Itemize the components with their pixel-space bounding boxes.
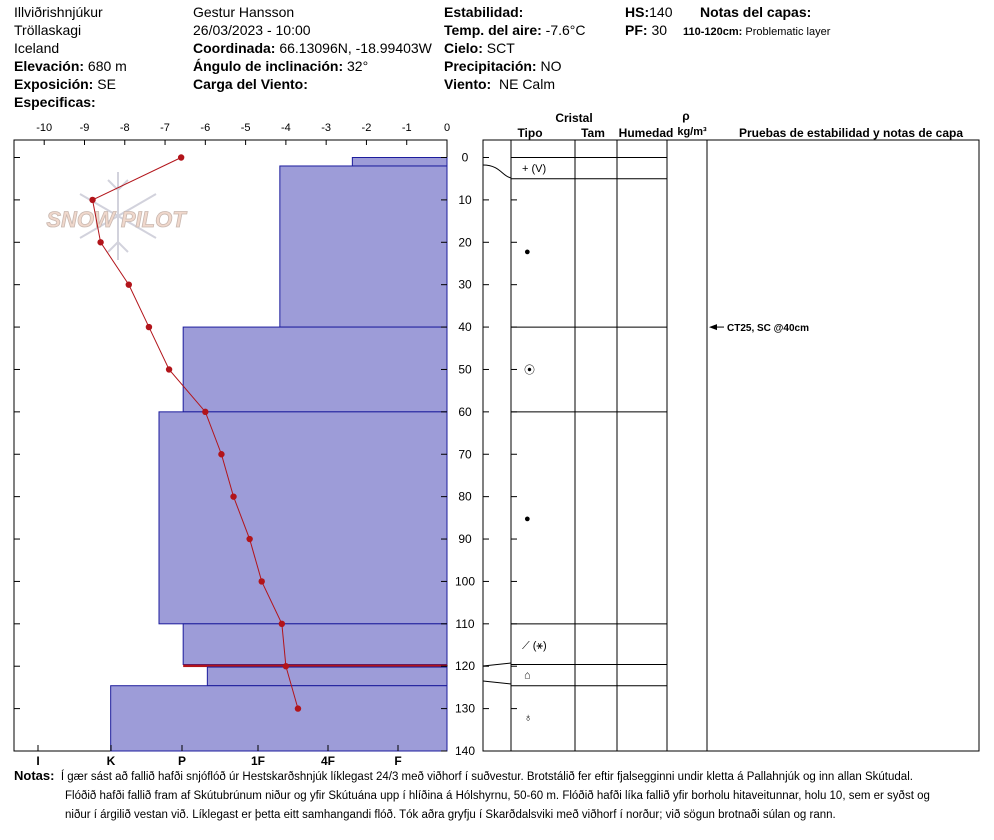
temperature-tick-label: -5 [240,122,251,134]
hardness-layer-3 [159,412,447,624]
temperature-tick-label: -2 [361,122,372,134]
depth-tick-label: 10 [458,192,472,207]
melt-form-icon: ♁ [524,712,533,725]
pf-value: 30 [651,22,668,38]
temperature-point [202,409,208,415]
surface-connector [483,165,511,178]
depth-tick-label: 130 [454,701,476,716]
depth-tick-label: 40 [458,320,472,335]
hardness-layer-4 [183,624,447,665]
depth-tick-label: 50 [458,362,472,377]
header-tests: Pruebas de estabilidad y notas de capa [738,126,964,140]
observer-name: Gestur Hansson [193,4,295,20]
slope-label: Ángulo de inclinación: [193,58,344,74]
elevation-value: 680 m [87,58,127,74]
temperature-tick-label: -6 [200,122,211,134]
connector-line [483,681,511,684]
depth-tick-label: 20 [458,235,472,250]
temperature-tick-label: -3 [321,122,332,134]
country-name: Iceland [14,40,60,56]
temperature-tick-label: -9 [79,122,90,134]
depth-tick-label: 140 [454,744,476,758]
temperature-point [166,366,172,372]
temperature-point [218,451,224,457]
temperature-tick-label: 0 [443,122,451,134]
hardness-tick-label: P [177,754,187,768]
coordinate-label: Coordinada: [193,40,276,56]
logo-text: SNOW PILOT [46,207,186,232]
slope-value: 32° [347,58,369,74]
depth-tick-label: 90 [458,532,472,547]
header-rho-unit: kg/m³ [677,126,707,138]
rounding-faceted-icon: ⦿ [524,364,535,377]
depth-tick-label: 80 [458,489,472,504]
temperature-point [283,663,289,669]
depth-tick-label: 120 [454,659,476,674]
hardness-tick-label: K [106,754,116,768]
depth-tick-label: 30 [458,277,472,292]
temperature-axis [14,122,450,145]
hardness-tick-label: I [36,754,40,768]
air-temp-label: Temp. del aire: [444,22,542,38]
temperature-tick-label: -8 [119,122,130,134]
hardness-layers [111,158,447,752]
header-size: Tam [581,126,605,140]
connector-line [483,663,511,666]
depth-tick-label: 0 [461,150,469,165]
temperature-point [126,281,132,287]
hs-label: HS: [625,4,650,20]
elevation-label: Elevación: [14,58,85,74]
hardness-tick-label: 1F [250,754,266,768]
aspect-value: SE [97,76,116,92]
hardness-layer-0 [352,158,447,166]
precip-value: NO [540,58,562,74]
crust-icon: ⟋ (⚹) [522,640,547,653]
notes-label: Notas: [14,768,55,783]
temperature-point [97,239,103,245]
aspect-label: Exposición: [14,76,94,92]
rounded-grains-icon: ● [524,512,531,525]
snowpilot-logo [46,172,187,260]
precip-label: Precipitación: [444,58,537,74]
sky-value: SCT [486,40,515,56]
temperature-point [146,324,152,330]
wind-value: NE Calm [498,76,555,92]
temperature-point [89,197,95,203]
pf-label: PF: [625,22,648,38]
region-name: Tröllaskagi [14,22,82,38]
temperature-point [246,536,252,542]
header-crystal: Cristal [555,111,593,125]
layer-note-range: 110-120cm: [683,26,743,38]
crystal-symbols [522,163,547,724]
temperature-tick-label: -7 [160,122,170,134]
air-temp-value: -7.6°C [545,22,586,38]
header-moisture: Humedad [618,126,674,140]
layer-notes-label: Notas del capas: [700,4,812,20]
stability-test-arrowhead [709,324,717,330]
location-name: Illviðrishnjúkur [14,4,103,20]
hardness-layer-2 [183,327,447,412]
wind-label: Viento: [444,76,492,92]
precipitation-particles-icon: + (V) [522,163,547,176]
temperature-point [230,493,236,499]
hardness-layer-1 [280,166,447,327]
depth-tick-label: 60 [458,404,472,419]
stability-test-text: CT25, SC @40cm [727,323,810,335]
temperature-point [178,154,184,160]
temperature-tick-label: -1 [401,122,412,134]
rounded-grains-icon: ● [524,245,531,258]
specifics-label: Especificas: [14,94,96,110]
notes-line-2: Flóðið hafði fallið fram af Skútubrúnum niður og yfir Skútuána upp í hlíðina á Hólshyrnu, 50-60 m. Flóðið hafði líka fallið yfir borholu hitaveitunnar, holu 10, sem er syðst og [65,790,930,802]
notes-line-3: niður í árgilið vestan við. Líklegast er þetta eitt samhangandi flóð. Tók aðra gryfju í Skarðdalsviki með viðhorf í norður; við sögun brotnaði súlan og rann. [65,809,836,821]
wind-load-label: Carga del Viento: [193,76,308,92]
depth-tick-label: 100 [454,574,476,589]
stability-test-marker [709,323,809,334]
depth-tick-label: 110 [455,616,475,631]
temperature-point [295,705,301,711]
layer-note-text: Problematic layer [745,26,831,38]
temperature-tick-label: -4 [280,122,291,134]
hardness-layer-7 [111,686,447,751]
hardness-layer-6 [207,667,447,686]
hardness-tick-label: 4F [320,754,336,768]
notes-line-1: Notas: Í gær sást að fallið hafði snjóflóð úr Hestskarðshnjúk líklegast 24/3 með viðhorf í suðvestur. Brotstálið fer eftir fjalsegginni undir kletta á Pallahnjúk og inn allan Skútudal. [14,768,913,783]
crystal-table [483,109,979,751]
stability-label: Estabilidad: [444,4,524,20]
header-rho: ρ [682,109,690,123]
notes-section [14,766,984,825]
depth-hoar-icon: ⌂ [524,669,531,682]
hs-value: 140 [649,4,673,20]
depth-tick-label: 70 [458,447,472,462]
header-type: Tipo [517,126,543,140]
coordinate-value: 66.13096N, -18.99403W [279,40,432,56]
hardness-tick-label: F [394,754,402,768]
sky-label: Cielo: [444,40,483,56]
temperature-point [279,621,285,627]
observation-datetime: 26/03/2023 - 10:00 [193,22,311,38]
temperature-tick-label: -10 [36,122,53,134]
temperature-point [259,578,265,584]
